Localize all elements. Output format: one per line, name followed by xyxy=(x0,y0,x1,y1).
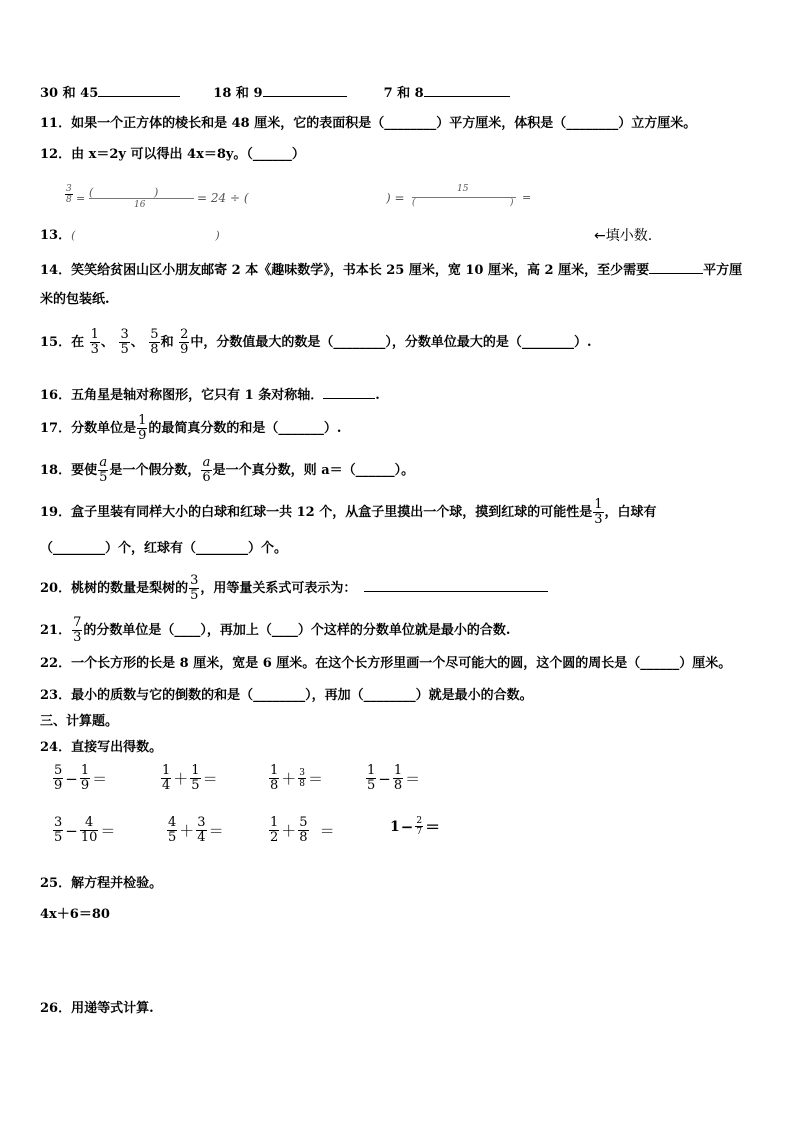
fraction-bar xyxy=(89,198,194,199)
answer-blank xyxy=(424,84,510,97)
question-11: 11．如果一个正方体的棱长和是 48 厘米，它的表面积是（________）平方厘米，体积是（________）立方厘米。 xyxy=(40,116,697,131)
answer-blank xyxy=(98,84,180,97)
fraction: $\frac{2}{9}$ xyxy=(180,327,189,357)
question-14-cont: 米的包装纸. xyxy=(40,292,110,307)
fraction: $\frac{3}{5}$ xyxy=(190,573,199,603)
calc-item: $\frac{1}{2}$ ＋ $\frac{5}{8}$ ＝ xyxy=(270,815,335,845)
fraction-bar xyxy=(412,197,516,198)
question-13-expression: $\frac{3}{8}$ = ( ) 16 = 24 ÷ ( ) = 15 ( ) = xyxy=(66,184,532,210)
answer-blank xyxy=(263,84,347,97)
top-row-pairs xyxy=(40,84,510,102)
answer-blank xyxy=(649,261,703,274)
fraction: $\frac{3}{5}$ xyxy=(120,327,129,357)
question-26: 26．用递等式计算. xyxy=(40,1001,154,1016)
fraction: $\frac{3}{8}$ xyxy=(66,184,72,205)
answer-blank xyxy=(364,579,548,592)
equation: 4x＋6＝80 xyxy=(40,907,110,922)
calc-item: 1 − $\frac{2}{7}$ ＝ xyxy=(390,816,441,837)
question-15: 15．在 $\frac{1}{3}$ 、 $\frac{3}{5}$ 、 $\frac{5}{8}$ 和 $\frac{2}{9}$ 中，分数值最大的数是（________），分数单位最大的是（________）. xyxy=(40,327,592,357)
fill-decimal-hint: ←填小数. xyxy=(594,228,653,244)
question-25: 25．解方程并检验。 xyxy=(40,876,163,891)
section-heading: 三、计算题。 xyxy=(40,714,119,729)
fraction: $\frac{5}{8}$ xyxy=(150,327,159,357)
calc-item: $\frac{1}{8}$ ＋ $\frac{3}{8}$ ＝ xyxy=(270,763,324,793)
fraction: $\frac{1}{9}$ xyxy=(138,413,147,443)
fraction: $\frac{1}{3}$ xyxy=(594,497,603,527)
calc-item: $\frac{1}{4}$ ＋ $\frac{1}{5}$ ＝ xyxy=(162,763,218,793)
question-24: 24．直接写出得数。 xyxy=(40,740,163,755)
question-21: 21． $\frac{7}{3}$ 的分数单位是（____），再加上（____）个这样的分数单位就是最小的合数. xyxy=(40,615,511,645)
fraction: $\frac{a}{5}$ xyxy=(99,455,108,485)
question-14: 14．笑笑给贫困山区小朋友邮寄 2 本《趣味数学》，书本长 25 厘米，宽 10 厘米，高 2 厘米，至少需要 平方厘 xyxy=(40,263,743,278)
question-12: 12．由 x＝2y 可以得出 4x＝8y。（______） xyxy=(40,147,305,162)
fraction: $\frac{1}{3}$ xyxy=(90,327,99,357)
pair-1: 30 和 45 xyxy=(40,86,99,101)
calc-item: $\frac{3}{5}$ − $\frac{4}{10}$ ＝ xyxy=(54,815,116,845)
question-23: 23．最小的质数与它的倒数的和是（________），再加（________）就是最小的合数。 xyxy=(40,688,533,703)
fraction: $\frac{a}{6}$ xyxy=(202,455,211,485)
pair-3: 7 和 8 xyxy=(383,86,424,101)
calc-item: $\frac{5}{9}$ − $\frac{1}{9}$ ＝ xyxy=(54,763,108,793)
question-19: 19．盒子里装有同样大小的白球和红球一共 12 个，从盒子里摸出一个球，摸到红球的可能性是 $\frac{1}{3}$ ，白球有 xyxy=(40,497,657,527)
pair-2: 18 和 9 xyxy=(213,86,263,101)
question-22: 22．一个长方形的长是 8 厘米，宽是 6 厘米。在这个长方形里画一个尽可能大的圆，这个圆的周长是（______）厘米。 xyxy=(40,656,732,671)
question-17: 17．分数单位是 $\frac{1}{9}$ 的最简真分数的和是（_______）. xyxy=(40,413,342,443)
answer-blank xyxy=(323,386,375,399)
calc-item: $\frac{4}{5}$ ＋ $\frac{3}{4}$ ＝ xyxy=(168,815,224,845)
question-18: 18．要使 $\frac{a}{5}$ 是一个假分数， $\frac{a}{6}$ 是一个真分数，则 a＝（______）。 xyxy=(40,455,415,485)
fraction: $\frac{7}{3}$ xyxy=(73,615,82,645)
question-16: 16．五角星是轴对称图形，它只有 1 条对称轴． . xyxy=(40,388,380,403)
question-19-cont: （________）个，红球有（________）个。 xyxy=(40,541,288,556)
question-20: 20．桃树的数量是梨树的 $\frac{3}{5}$ ，用等量关系式可表示为： xyxy=(40,574,548,603)
calc-item: $\frac{1}{5}$ − $\frac{1}{8}$ ＝ xyxy=(367,763,421,793)
question-13: 13．( ) xyxy=(40,228,220,243)
